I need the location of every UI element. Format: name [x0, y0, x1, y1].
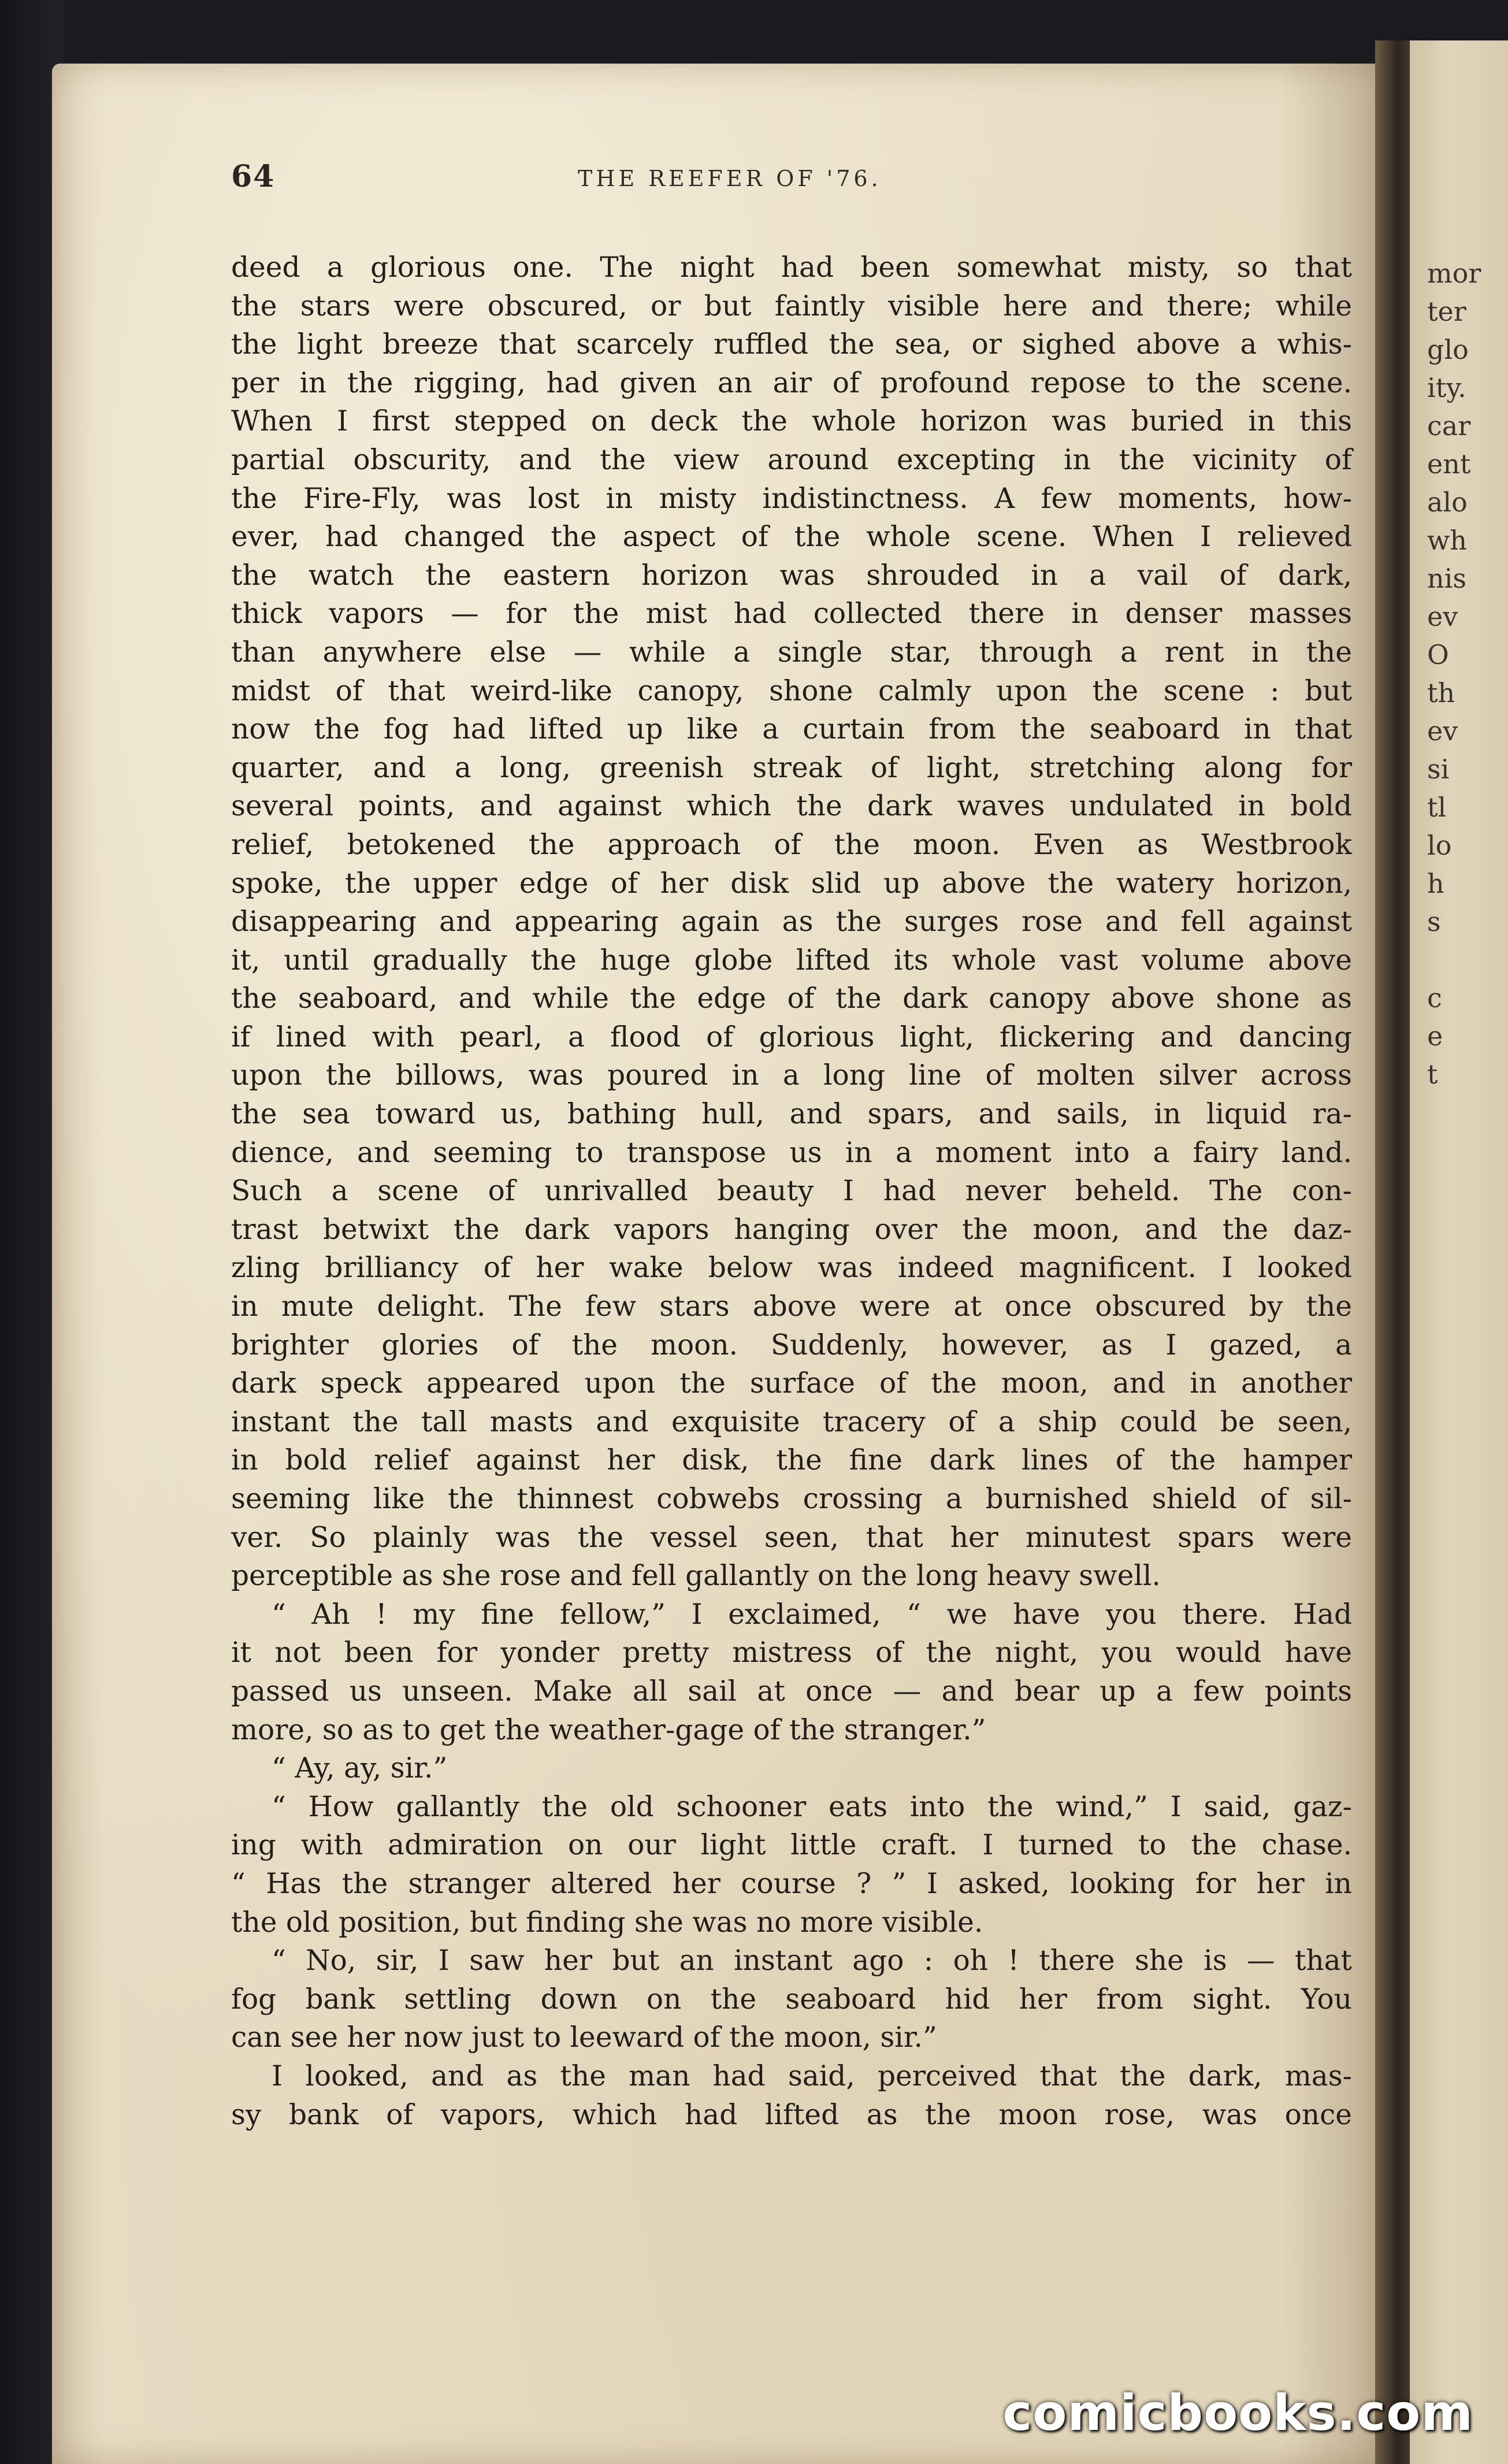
text-line: sy bank of vapors, which had lifted as the moon rose, was once: [231, 2098, 1352, 2131]
adjacent-line: O: [1427, 639, 1449, 670]
text-line: Such a scene of unrivalled beauty I had never beheld. The con-: [231, 1175, 1352, 1208]
adjacent-line: mor: [1427, 258, 1481, 289]
text-line: several points, and against which the dark waves undulated in bold: [231, 790, 1352, 823]
text-line: seeming like the thinnest cobwebs crossing a burnished shield of sil-: [231, 1483, 1352, 1515]
text-line: “ How gallantly the old schooner eats into the wind,” I said, gaz-: [272, 1790, 1352, 1823]
text-line: the stars were obscured, or but faintly visible here and there; while: [231, 290, 1352, 322]
text-line: deed a glorious one. The night had been somewhat misty, so that: [231, 251, 1352, 284]
text-line: it not been for yonder pretty mistress of the night, you would have: [231, 1637, 1352, 1669]
text-line: ever, had changed the aspect of the whole scene. When I relieved: [231, 521, 1352, 554]
text-line: “ Has the stranger altered her course ? ” I asked, looking for her in: [231, 1867, 1352, 1900]
text-line: thick vapors — for the mist had collected there in denser masses: [231, 598, 1352, 630]
adjacent-line: [1427, 941, 1508, 979]
text-line: can see her now just to leeward of the moon, sir.”: [231, 2021, 937, 2054]
text-line: “ No, sir, I saw her but an instant ago : oh ! there she is — that: [272, 1945, 1352, 1977]
adjacent-line: e: [1427, 1021, 1443, 1052]
text-line: brighter glories of the moon. Suddenly, however, as I gazed, a: [231, 1329, 1352, 1361]
text-line: dark speck appeared upon the surface of the moon, and in another: [231, 1367, 1352, 1400]
text-line: if lined with pearl, a flood of glorious light, flickering and dancing: [231, 1021, 1352, 1053]
text-line: spoke, the upper edge of her disk slid up above the watery horizon,: [231, 867, 1352, 900]
adjacent-line: si: [1427, 754, 1450, 785]
running-head: THE REEFER OF '76.: [578, 166, 882, 191]
adjacent-line: car: [1427, 410, 1471, 441]
text-line: the watch the eastern horizon was shrouded in a vail of dark,: [231, 559, 1352, 592]
adjacent-line: ity.: [1427, 372, 1466, 403]
adjacent-line: ev: [1427, 715, 1458, 747]
adjacent-line: lo: [1427, 830, 1452, 861]
adjacent-line: th: [1427, 677, 1455, 708]
text-line: the seaboard, and while the edge of the dark canopy above shone as: [231, 982, 1352, 1015]
text-line: quarter, and a long, greenish streak of light, stretching along for: [231, 751, 1352, 784]
page-header: [231, 159, 1358, 199]
text-line: disappearing and appearing again as the surges rose and fell against: [231, 906, 1352, 938]
text-line: instant the tall masts and exquisite tracery of a ship could be seen,: [231, 1405, 1352, 1438]
adjacent-line: t: [1427, 1059, 1438, 1090]
text-line: When I first stepped on deck the whole horizon was buried in this: [231, 405, 1352, 438]
text-line: the light breeze that scarcely ruffled the sea, or sighed above a whis-: [231, 328, 1352, 361]
adjacent-line: glo: [1427, 334, 1469, 365]
text-line: partial obscurity, and the view around excepting in the vicinity of: [231, 443, 1352, 476]
text-line: than anywhere else — while a single star, through a rent in the: [231, 636, 1352, 669]
text-line: fog bank settling down on the seaboard hid her from sight. You: [231, 1983, 1352, 2016]
page-body: [231, 248, 1352, 2134]
text-line: I looked, and as the man had said, perceived that the dark, mas-: [272, 2059, 1352, 2092]
text-line: passed us unseen. Make all sail at once — and bear up a few points: [231, 1675, 1352, 1708]
text-line: the Fire-Fly, was lost in misty indistinctness. A few moments, how-: [231, 482, 1352, 515]
text-line: ver. So plainly was the vessel seen, that her minutest spars were: [231, 1521, 1352, 1554]
adjacent-line: s: [1427, 906, 1441, 937]
text-line: trast betwixt the dark vapors hanging over the moon, and the daz-: [231, 1213, 1352, 1246]
source-watermark: comicbooks.com: [1002, 2384, 1473, 2442]
text-line: upon the billows, was poured in a long line of molten silver across: [231, 1059, 1352, 1092]
adjacent-line: wh: [1427, 525, 1467, 556]
adjacent-line: nis: [1427, 563, 1466, 594]
text-line: relief, betokened the approach of the moon. Even as Westbrook: [231, 828, 1352, 861]
text-line: the old position, but finding she was no more visible.: [231, 1906, 983, 1939]
adjacent-line: ent: [1427, 448, 1471, 480]
text-line: zling brilliancy of her wake below was indeed magnificent. I looked: [231, 1252, 1352, 1285]
adjacent-line: tl: [1427, 792, 1447, 823]
adjacent-line: alo: [1427, 487, 1468, 518]
adjacent-page-text: [1427, 254, 1508, 1093]
text-line: midst of that weird-like canopy, shone calmly upon the scene : but: [231, 674, 1352, 707]
text-line: in mute delight. The few stars above were at once obscured by the: [231, 1290, 1352, 1323]
adjacent-line: ter: [1427, 296, 1466, 327]
text-line: perceptible as she rose and fell gallantly on the long heavy swell.: [231, 1560, 1161, 1593]
text-line: dience, and seeming to transpose us in a moment into a fairy land.: [231, 1136, 1352, 1169]
text-line: the sea toward us, bathing hull, and spars, and sails, in liquid ra-: [231, 1098, 1352, 1131]
adjacent-line: c: [1427, 982, 1442, 1014]
adjacent-line: ev: [1427, 601, 1458, 632]
page-number: 64: [231, 159, 276, 194]
text-line: “ Ay, ay, sir.”: [272, 1752, 448, 1785]
text-line: it, until gradually the huge globe lifted its whole vast volume above: [231, 944, 1352, 977]
text-line: per in the rigging, had given an air of profound repose to the scene.: [231, 366, 1352, 399]
text-line: now the fog had lifted up like a curtain from the seaboard in that: [231, 713, 1352, 746]
text-line: more, so as to get the weather-gage of the stranger.”: [231, 1713, 986, 1746]
text-line: ing with admiration on our light little craft. I turned to the chase.: [231, 1829, 1352, 1862]
text-line: “ Ah ! my fine fellow,” I exclaimed, “ we have you there. Had: [272, 1598, 1352, 1631]
adjacent-line: h: [1427, 868, 1444, 899]
text-line: in bold relief against her disk, the fine dark lines of the hamper: [231, 1444, 1352, 1477]
